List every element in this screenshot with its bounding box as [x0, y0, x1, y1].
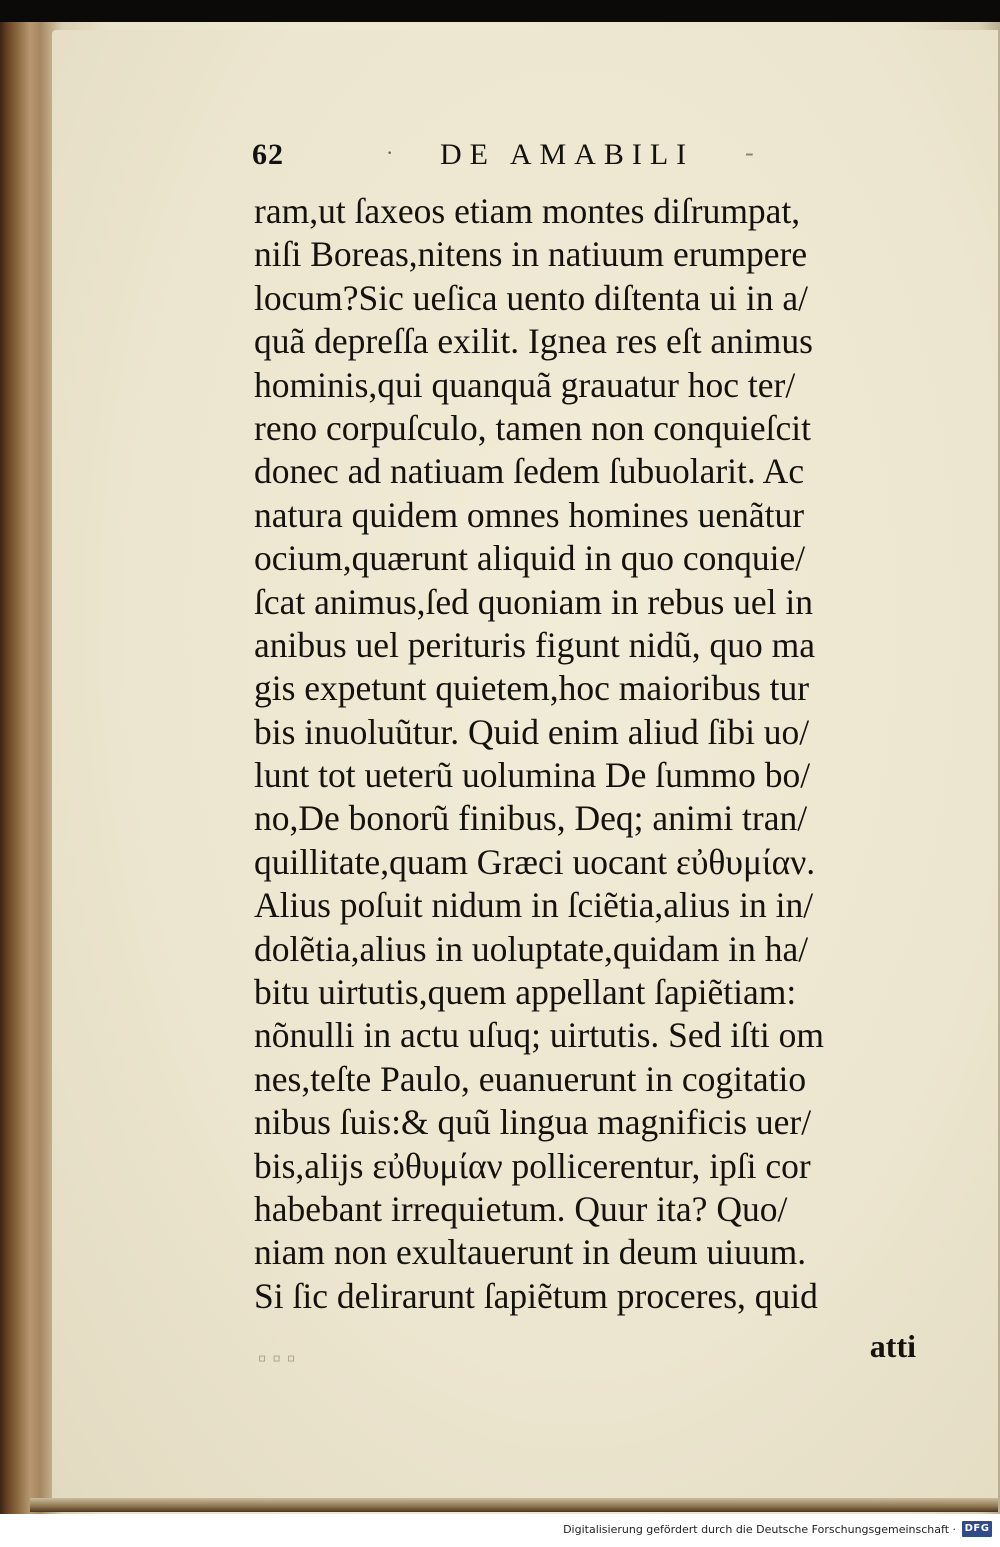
text-line: nibus ſuis:& quũ lingua magnificis uer/	[254, 1102, 812, 1143]
body-text	[254, 190, 914, 1318]
text-line: nõnulli in actu uſuq; uirtutis. Sed iſti om	[254, 1015, 824, 1056]
text-line: locum?Sic ueſica uento diſtenta ui in a/	[254, 277, 809, 318]
footer-bar	[0, 1514, 1000, 1547]
running-title: DE AMABILI	[440, 138, 695, 171]
text-line: natura quidem omnes homines uenãtur	[254, 494, 805, 535]
text-line: nes,teſte Paulo, euanuerunt in cogitatio	[254, 1058, 807, 1099]
dfg-logo-icon: DFG	[962, 1521, 992, 1537]
text-line: donec ad natiuam ſedem ſubuolarit. Ac	[254, 451, 805, 492]
text-line: Alius poſuit nidum in ſciẽtia,alius in in/	[254, 885, 814, 926]
text-line: lunt tot ueterũ uolumina De ſummo bo/	[254, 755, 811, 796]
text-line: no,De bonorũ finibus, Deq; animi tran/	[254, 798, 808, 839]
text-line: ram,ut ſaxeos etiam montes diſrumpat,	[254, 191, 801, 231]
page-number: 62	[252, 138, 284, 171]
text-line: dolẽtia,alius in uoluptate,quidam in ha/	[254, 928, 809, 969]
text-line: habebant irrequietum. Quur ita? Quo/	[254, 1188, 788, 1229]
catchword: atti	[869, 1328, 916, 1364]
text-line: anibus uel perituris figunt nidũ, quo ma	[254, 624, 816, 665]
text-line: bitu uirtutis,quem appellant ſapiẽtiam:	[254, 972, 797, 1013]
text-line: quillitate,quam Græci uocant εὐθυμίαν.	[254, 841, 816, 882]
ornament-dash: -	[745, 138, 754, 167]
text-line: reno corpuſculo, tamen non conquieſcit	[254, 407, 811, 448]
funding-credit: Digitalisierung gefördert durch die Deutsche Forschungsgemeinschaft ·	[563, 1523, 956, 1536]
text-line: quã depreſſa exilit. Ignea res eſt animus	[254, 321, 813, 362]
text-line: gis expetunt quietem,hoc maioribus tur	[254, 668, 810, 709]
text-line: niam non exultauerunt in deum uiuum.	[254, 1232, 807, 1273]
text-line: niſi Boreas,nitens in natiuum erumpere	[254, 234, 808, 275]
text-line: ſcat animus,ſed quoniam in rebus uel in	[254, 581, 814, 622]
text-line: bis,alijs εὐθυμίαν pollicerentur, ipſi cor	[254, 1145, 811, 1186]
page-edge	[30, 1498, 998, 1512]
text-line: Si ſic delirarunt ſapiẽtum proceres, quid	[254, 1275, 818, 1316]
text-line: bis inuoluũtur. Quid enim aliud ſibi uo/	[254, 711, 810, 752]
text-line: ocium,quærunt aliquid in quo conquie/	[254, 538, 806, 579]
running-head	[250, 138, 890, 178]
signature-mark: ▫▫▫	[258, 1346, 302, 1372]
text-line: hominis,qui quanquã grauatur hoc ter/	[254, 364, 796, 405]
ornament-dot: ·	[386, 140, 394, 165]
